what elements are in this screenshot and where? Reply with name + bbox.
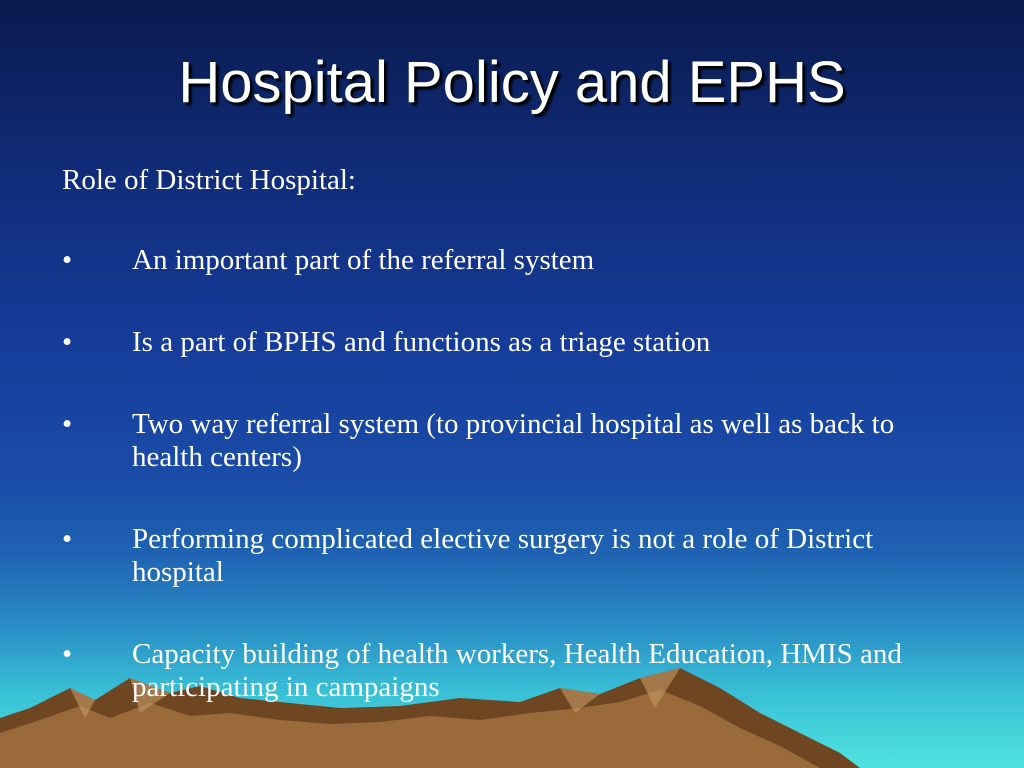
bullet-item: [62, 326, 962, 359]
bullet-text: Capacity building of health workers, Health Education, HMIS and participating in campaigns: [132, 638, 902, 703]
bullet-item: [62, 408, 962, 474]
bullet-item: [62, 523, 962, 589]
bullet-icon: •: [62, 326, 73, 358]
bullet-text: An important part of the referral system: [132, 244, 595, 276]
slide-body: [62, 164, 962, 753]
bullet-list: [62, 244, 962, 704]
bullet-item: [62, 638, 962, 704]
slide-title: Hospital Policy and EPHS: [178, 50, 846, 115]
bullet-text: Two way referral system (to provincial hospital as well as back to health centers): [132, 408, 895, 473]
bullet-icon: •: [62, 523, 73, 555]
bullet-icon: •: [62, 244, 73, 276]
bullet-item: [62, 244, 962, 277]
bullet-text: Is a part of BPHS and functions as a triage station: [132, 326, 711, 358]
section-heading: Role of District Hospital:: [62, 164, 356, 196]
bullet-icon: •: [62, 408, 73, 440]
bullet-icon: •: [62, 638, 73, 670]
bullet-text: Performing complicated elective surgery is not a role of District hospital: [132, 523, 874, 588]
